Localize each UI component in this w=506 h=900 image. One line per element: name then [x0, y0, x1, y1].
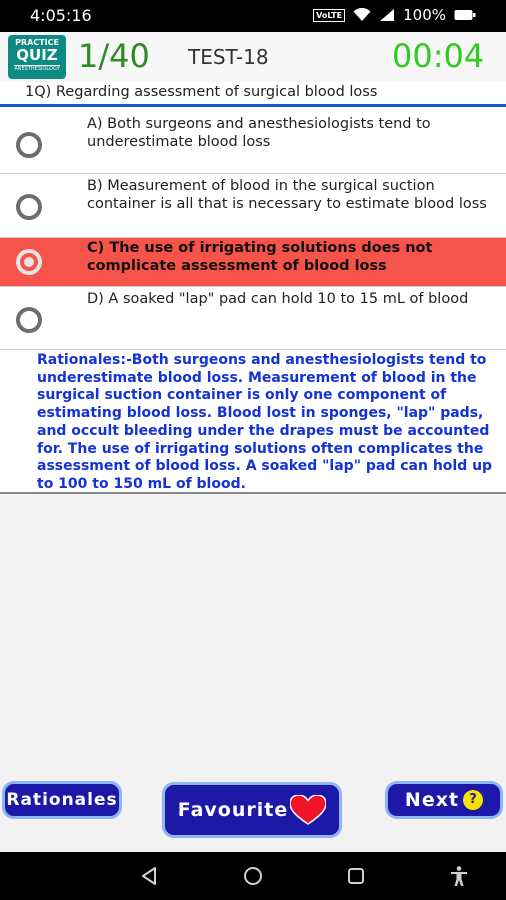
quiz-timer: 00:04 [392, 37, 485, 75]
option-c[interactable] [0, 238, 506, 287]
network-badge: VoLTE [313, 9, 345, 22]
app-logo [8, 35, 66, 79]
question-bar [0, 82, 506, 107]
signal-icon [379, 8, 395, 22]
status-icons [313, 6, 476, 24]
rationales-button-label: Rationales [6, 790, 118, 810]
option-a[interactable] [0, 107, 506, 174]
heart-icon [290, 795, 326, 825]
next-button[interactable] [385, 781, 503, 819]
status-time: 4:05:16 [30, 6, 92, 25]
radio-button-d[interactable] [16, 307, 42, 333]
wifi-icon [353, 8, 371, 22]
home-icon[interactable] [243, 866, 263, 886]
option-d-text: D) A soaked "lap" pad can hold 10 to 15 mL of blood [87, 291, 469, 307]
logo-line1: PRACTICE [15, 38, 59, 47]
option-a-text: A) Both surgeons and anesthesiologists tend to underestimate blood loss [87, 116, 431, 150]
next-button-label: Next [404, 789, 460, 811]
accessibility-icon[interactable] [448, 865, 470, 887]
option-b[interactable] [0, 174, 506, 238]
radio-button-a[interactable] [16, 132, 42, 158]
favourite-button-label: Favourite [177, 799, 289, 821]
question-counter: 1/40 [78, 37, 150, 75]
logo-line2: QUIZ [16, 46, 58, 64]
quiz-header [0, 32, 506, 82]
rationale-text: Rationales:-Both surgeons and anesthesiologists tend to underestimate blood loss. Measurement of blood in the surgical suction container is only one component of estimating blood loss. Blood lost in sponges, "lap" pads, and occult bleeding under the drapes must be accounted for. The use of irrigating solutions often complicates the assessment of blood loss. A soaked "lap" pad can hold up to 100 to 150 mL of blood. [37, 352, 493, 492]
radio-button-c[interactable] [16, 249, 42, 275]
rationale-panel [0, 350, 506, 494]
radio-button-b[interactable] [16, 194, 42, 220]
favourite-button[interactable] [162, 782, 342, 838]
question-text: 1Q) Regarding assessment of surgical blood loss [25, 84, 378, 100]
option-d[interactable] [0, 287, 506, 350]
rationales-button[interactable] [2, 781, 122, 819]
logo-line3: ANESTHESIOLOGY [14, 66, 60, 72]
status-bar [0, 0, 506, 32]
test-name: TEST-18 [188, 45, 269, 69]
system-nav-bar [0, 852, 506, 900]
recents-icon[interactable] [347, 867, 365, 885]
option-c-text: C) The use of irrigating solutions does not complicate assessment of blood loss [87, 240, 433, 274]
battery-icon [454, 8, 476, 22]
question-mark-icon: ? [463, 790, 483, 810]
battery-percent: 100% [403, 6, 446, 24]
option-b-text: B) Measurement of blood in the surgical suction container is all that is necessary to estimate blood loss [87, 178, 487, 212]
back-icon[interactable] [139, 866, 159, 886]
